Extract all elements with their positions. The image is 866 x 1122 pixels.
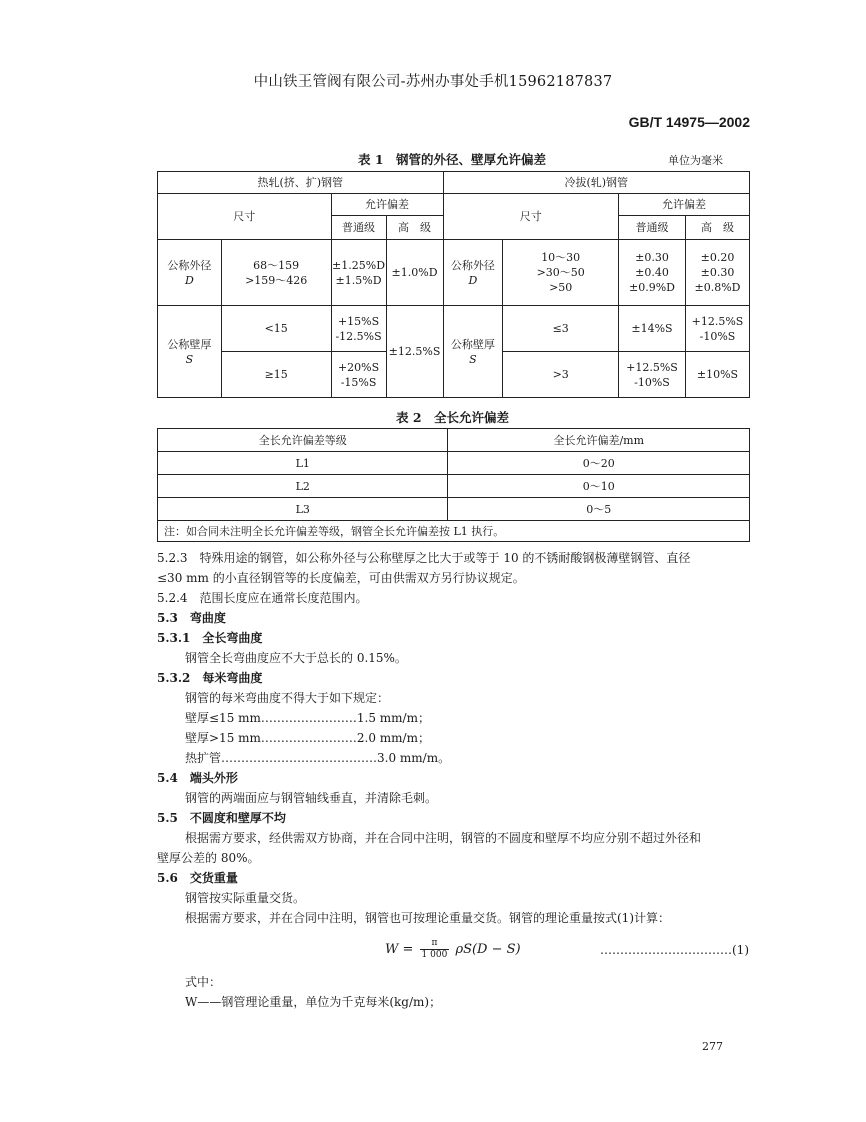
page-number: 277 xyxy=(702,1040,723,1053)
table2-caption: 表 2 全长允许偏差 xyxy=(396,410,510,425)
cold-wt-high-1: +12.5%S -10%S xyxy=(685,306,749,352)
hot-tolerance-header: 允许偏差 xyxy=(331,194,443,216)
value-cell: 0～5 xyxy=(448,498,750,521)
cold-tolerance-header: 允许偏差 xyxy=(619,194,750,216)
weight-formula xyxy=(385,938,521,961)
clause-5-2-4: 5.2.4 范围长度应在通常长度范围内。 xyxy=(157,591,368,605)
bend-limit-3: 热扩管…………………………………3.0 mm/m。 xyxy=(185,751,451,765)
section-5-5-heading: 5.5 不圆度和壁厚不均 xyxy=(157,811,286,825)
table-row xyxy=(158,475,750,498)
hot-high-header: 高 级 xyxy=(386,216,443,240)
clause-5-4-text: 钢管的两端面应与钢管轴线垂直，并清除毛刺。 xyxy=(185,791,438,805)
cold-wt-range-1: ≤3 xyxy=(503,306,619,352)
cold-od-label: 公称外径 D xyxy=(443,240,503,306)
formula-numerator: π xyxy=(431,938,438,948)
formula-fraction xyxy=(420,938,450,961)
section-5-3-heading: 5.3 弯曲度 xyxy=(157,611,226,625)
value-cell: 0～20 xyxy=(448,452,750,475)
table1 xyxy=(157,171,750,398)
table1-unit: 单位为毫米 xyxy=(668,154,723,167)
hot-od-high: ±1.0%D xyxy=(386,240,443,306)
cold-od-normal: ±0.30 ±0.40 ±0.9%D xyxy=(619,240,686,306)
formula-left: W = xyxy=(385,942,414,957)
clause-5-5-line1: 根据需方要求，经供需双方协商，并在合同中注明，钢管的不圆度和壁厚不均应分别不超过外径和 xyxy=(185,831,702,845)
hot-wt-high: ±12.5%S xyxy=(386,306,443,398)
hot-rolled-header: 热轧(挤、扩)钢管 xyxy=(158,172,444,194)
cold-drawn-header: 冷拔(轧)钢管 xyxy=(443,172,749,194)
cold-wt-normal-1: ±14%S xyxy=(619,306,686,352)
body-text xyxy=(157,548,757,928)
hot-od-range: 68～159 >159～426 xyxy=(221,240,331,306)
table2 xyxy=(157,428,750,542)
table2-col1-header: 全长允许偏差等级 xyxy=(158,429,448,452)
section-5-3-2-heading: 5.3.2 每米弯曲度 xyxy=(157,671,263,685)
cold-od-range: 10～30 >30～50 >50 xyxy=(503,240,619,306)
formula-right: ρS(D − S) xyxy=(455,942,521,957)
clause-5-6-line1: 钢管按实际重量交货。 xyxy=(185,891,306,905)
hot-wt-range-2: ≥15 xyxy=(221,352,331,398)
table-row xyxy=(158,498,750,521)
formula-denominator: 1 000 xyxy=(421,950,448,960)
hot-od-label: 公称外径 D xyxy=(158,240,222,306)
clause-5-3-2-text: 钢管的每米弯曲度不得大于如下规定： xyxy=(185,691,390,705)
clause-5-2-3-line2: ≤30 mm 的小直径钢管等的长度偏差，可由供需双方另行协议规定。 xyxy=(157,571,525,585)
formula-number: ……………………………(1) xyxy=(600,943,749,957)
where-label: 式中： xyxy=(185,975,222,989)
bend-limit-1: 壁厚≤15 mm……………………1.5 mm/m； xyxy=(185,711,430,725)
hot-wt-label: 公称壁厚 S xyxy=(158,306,222,398)
cold-wt-range-2: >3 xyxy=(503,352,619,398)
clause-5-2-3-line1: 5.2.3 特殊用途的钢管，如公称外径与公称壁厚之比大于或等于 10 的不锈耐酸钢极薄壁钢管、直径 xyxy=(157,551,691,565)
company-header: 中山铁王管阀有限公司-苏州办事处手机15962187837 xyxy=(253,74,613,90)
table1-caption: 表 1 钢管的外径、壁厚允许偏差 xyxy=(358,152,547,167)
section-5-6-heading: 5.6 交货重量 xyxy=(157,871,238,885)
section-5-3-1-heading: 5.3.1 全长弯曲度 xyxy=(157,631,263,645)
w-definition: W——钢管理论重量，单位为千克每米(kg/m)； xyxy=(185,995,442,1009)
cold-wt-normal-2: +12.5%S -10%S xyxy=(619,352,686,398)
hot-wt-normal-1: +15%S -12.5%S xyxy=(331,306,386,352)
grade-cell: L2 xyxy=(158,475,448,498)
hot-wt-normal-2: +20%S -15%S xyxy=(331,352,386,398)
cold-high-header: 高 级 xyxy=(685,216,749,240)
table2-note: 注：如合同未注明全长允许偏差等级，钢管全长允许偏差按 L1 执行。 xyxy=(158,521,750,542)
cold-wt-label: 公称壁厚 S xyxy=(443,306,503,398)
hot-size-header: 尺寸 xyxy=(158,194,332,240)
section-5-4-heading: 5.4 端头外形 xyxy=(157,771,238,785)
cold-normal-header: 普通级 xyxy=(619,216,686,240)
hot-od-normal: ±1.25%D ±1.5%D xyxy=(331,240,386,306)
table-row xyxy=(158,452,750,475)
table2-col2-header: 全长允许偏差/mm xyxy=(448,429,750,452)
value-cell: 0～10 xyxy=(448,475,750,498)
clause-5-3-1-text: 钢管全长弯曲度应不大于总长的 0.15%。 xyxy=(185,651,407,665)
grade-cell: L1 xyxy=(158,452,448,475)
clause-5-5-line2: 壁厚公差的 80%。 xyxy=(157,851,260,865)
bend-limit-2: 壁厚>15 mm……………………2.0 mm/m； xyxy=(185,731,430,745)
cold-size-header: 尺寸 xyxy=(443,194,619,240)
cold-od-high: ±0.20 ±0.30 ±0.8%D xyxy=(685,240,749,306)
hot-wt-range-1: <15 xyxy=(221,306,331,352)
standard-number: GB/T 14975—2002 xyxy=(628,114,750,130)
cold-wt-high-2: ±10%S xyxy=(685,352,749,398)
hot-normal-header: 普通级 xyxy=(331,216,386,240)
grade-cell: L3 xyxy=(158,498,448,521)
clause-5-6-line2: 根据需方要求，并在合同中注明，钢管也可按理论重量交货。钢管的理论重量按式(1)计算： xyxy=(185,911,671,925)
